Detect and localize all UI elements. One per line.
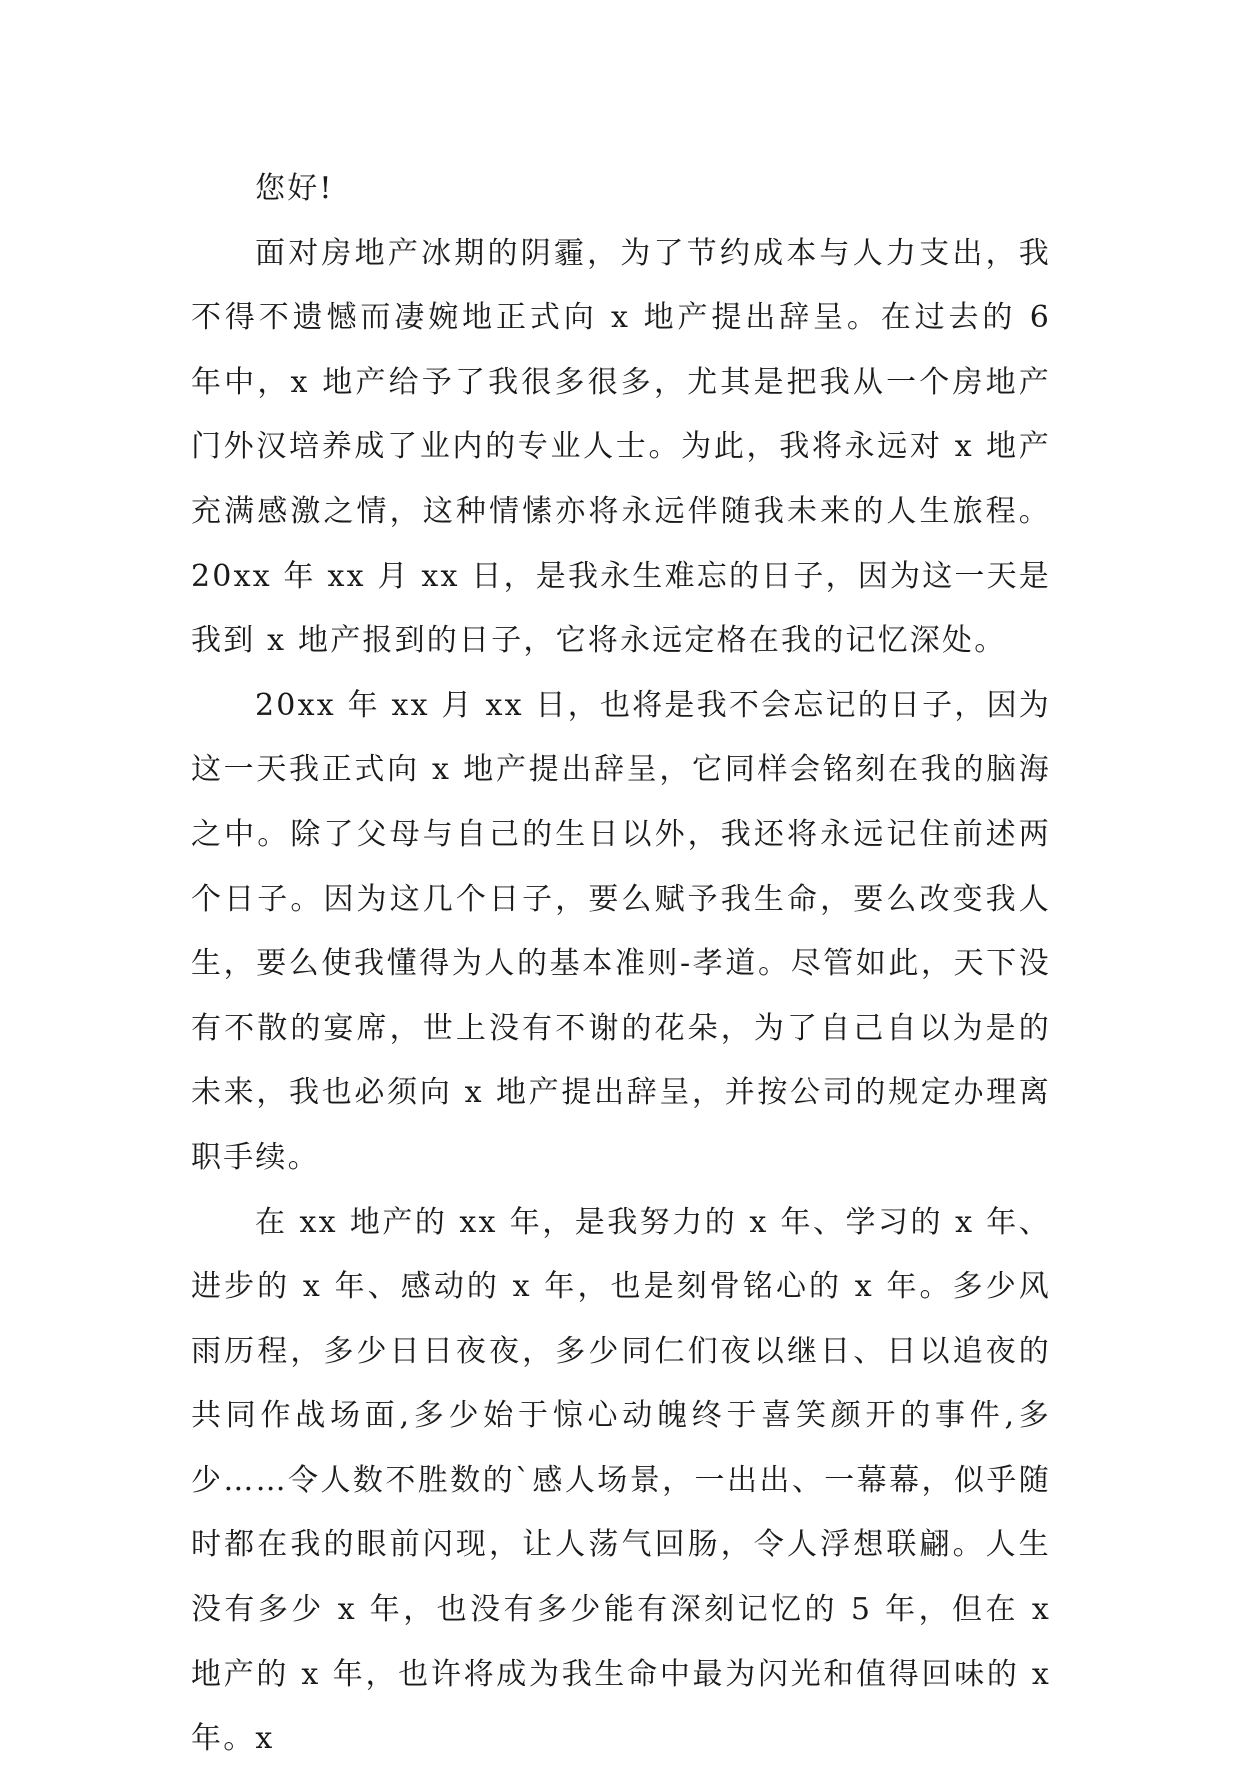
paragraph-3: 在 xx 地产的 xx 年，是我努力的 x 年、学习的 x 年、进步的 x 年、感动的 x 年，也是刻骨铭心的 x 年。多少风雨历程，多少日日夜夜，多少同仁们夜以继日、日以追夜的共同作战场面,多少始于惊心动魄终于喜笑颜开的事件,多少……令人数不胜数的`感人场景，一出出、一幕幕，似乎随时都在我的眼前闪现，让人荡气回肠，令人浮想联翩。人生没有多少 x 年，也没有多少能有深刻记忆的 5 年，但在 x 地产的 x 年，也许将成为我生命中最为闪光和值得回味的 x 年。x bbox=[191, 1204, 1051, 1757]
paragraph-2: 20xx 年 xx 月 xx 日，也将是我不会忘记的日子，因为这一天我正式向 x 地产提出辞呈，它同样会铭刻在我的脑海之中。除了父母与自己的生日以外，我还将永远记住前述两个日子。因为这几个日子，要么赋予我生命，要么改变我人生，要么使我懂得为人的基本准则-孝道。尽管如此，天下没有不散的宴席，世上没有不谢的花朵，为了自己自以为是的未来，我也必须向 x 地产提出辞呈，并按公司的规定办理离职手续。 bbox=[191, 687, 1051, 1175]
paragraph-1: 面对房地产冰期的阴霾，为了节约成本与人力支出，我不得不遗憾而凄婉地正式向 x 地产提出辞呈。在过去的 6 年中，x 地产给予了我很多很多，尤其是把我从一个房地产门外汉培养成了业内的专业人士。为此，我将永远对 x 地产充满感激之情，这种情愫亦将永远伴随我未来的人生旅程。20xx 年 xx 月 xx 日，是我永生难忘的日子，因为这一天是我到 x 地产报到的日子，它将永远定格在我的记忆深处。 bbox=[191, 235, 1051, 659]
letter-body bbox=[191, 157, 1051, 1772]
greeting: 您好! bbox=[255, 171, 334, 206]
